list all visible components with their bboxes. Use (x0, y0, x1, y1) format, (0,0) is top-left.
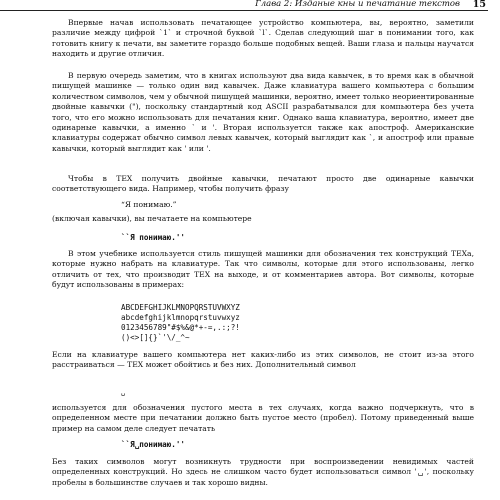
paragraph-3-container (52, 174, 474, 195)
quote-result: “Я понимаю.” (121, 200, 177, 209)
paragraph-2: В первую очередь заметим, что в книгах используют два вида кавычек, в то время как в обычной пишущей машинке — только один вид кавычек. Даже клавиатура вашего компьютера с большим количеством символов, чем у обычной пишущей машинки, вероятно, имеет только неориентированные двойные кавычки ("), поскольку стандартный код ASCII разрабатывался для компьютера без учета того, что его можно использовать для печатания книг. Однако ваша клавиатура, вероятно, имеет две одинарные кавычки, а именно ` и '. Вторая используется также как апостроф. Американские клавиатуры содержат обычно символ левых кавычек, который выглядит как `, и апостроф или правые кавычки, который выглядит как ' или '. (52, 71, 474, 153)
paragraph-1: Впервые начав использовать печатающее устройство компьютера, вы, вероятно, заметили различие между цифрой `1` и строчной буквой `l`. Сделав следующий шаг в понимании того, как готовить книгу к печати, вы заметите гораздо больше подобных вещей. Ваши глаза и пальцы научатся находить и другие отличия. (52, 18, 474, 59)
charset-line-2: abcdefghijklmnopqrstuvwxyz (121, 313, 240, 322)
space-symbol-display: ␣ (121, 388, 126, 396)
paragraph-2-container (52, 71, 474, 154)
charset-line-4: ()<>[]{}`'\/_^~ (121, 333, 190, 342)
charset-line-1: ABCDEFGHIJKLMNOPQRSTUVWXYZ (121, 303, 240, 312)
paragraph-8-container (52, 457, 474, 488)
paragraph-4: (включая кавычки), вы печатаете на компьютере (52, 214, 252, 223)
page-number: 15 (472, 0, 486, 10)
paragraph-7-container (52, 403, 474, 434)
paragraph-5: В этом учебнике используется стиль пишущей машинки для обозначения тех конструкций TEXа, которые нужно набрать на клавиатуре. Так что символы, которые для этого использованы, легко отличить от тех, что производит TEX на выходе, и от комментариев автора. Вот символы, которые будут использованы в примерах: (52, 249, 474, 290)
paragraph-1-container (52, 18, 474, 60)
charset-line-3: 0123456789"#$%&@*+-=,.:;?! (121, 323, 240, 332)
paragraph-6-container (52, 350, 474, 371)
paragraph-8: Без таких символов могут возникнуть трудности при воспроизведении невидимых частей определенных конструкций. Но здесь не слишком часто будет использоваться символ '␣', поскольку пробелы в большинстве случаев и так хорошо видны. (52, 457, 474, 487)
header-rule (0, 10, 488, 11)
paragraph-5-container (52, 249, 474, 291)
quote-input-code: ``Я понимаю.'' (121, 233, 186, 242)
paragraph-3: Чтобы в TEX получить двойные кавычки, печатают просто две одинарные кавычки соответствующего вида. Например, чтобы получить фразу (52, 174, 474, 194)
quote-input-space-code: ``Я␣понимаю.'' (121, 440, 186, 449)
paragraph-7: используется для обозначения пустого места в тех случаях, когда важно подчеркнуть, что в определенном месте при печатании должно быть пустое место (пробел). Потому приведенный выше пример на самом деле следует печатать (52, 403, 474, 433)
paragraph-6: Если на клавиатуре вашего компьютера нет каких-либо из этих символов, не стоит из-за этого расстраиваться — TEX может обойтись и без них. Дополнительный символ (52, 350, 474, 370)
running-head: Глава 2: Изданые кны и печатание текстов (255, 0, 460, 9)
